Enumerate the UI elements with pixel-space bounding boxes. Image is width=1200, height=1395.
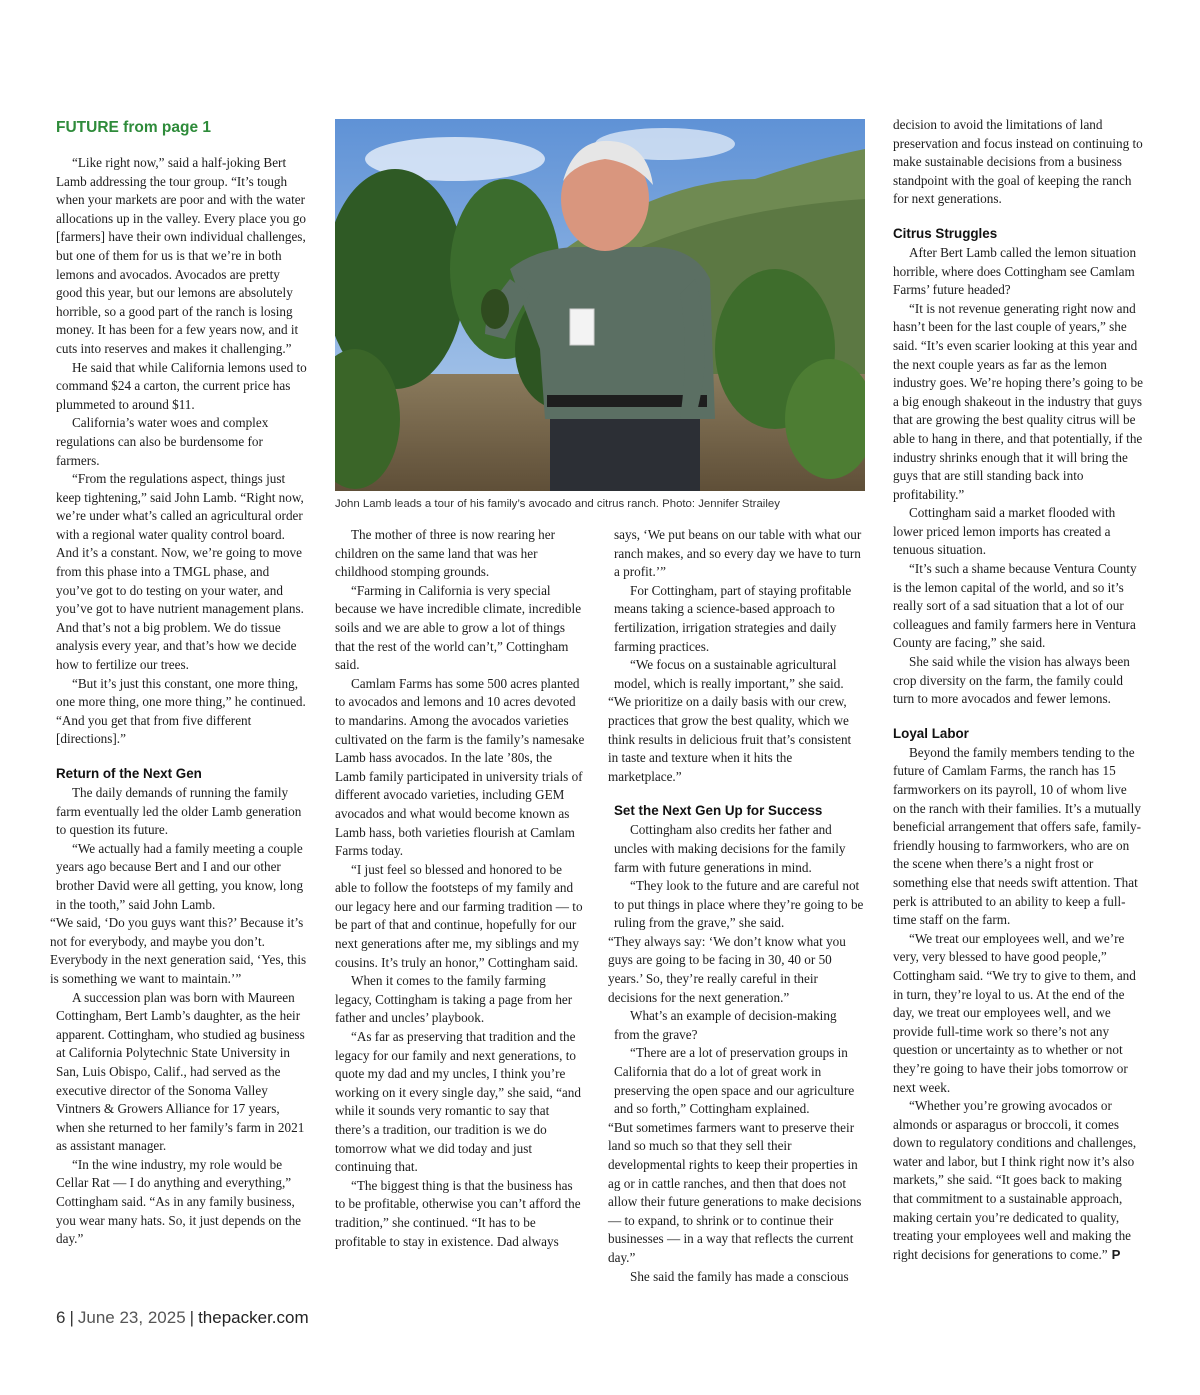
- paragraph: She said the family has made a conscious: [630, 1268, 849, 1284]
- paragraph: California’s water woes and complex regulations can also be burdensome for farmers.: [56, 415, 269, 468]
- photo-caption: John Lamb leads a tour of his family’s avocado and citrus ranch. Photo: Jennifer Strailey: [335, 498, 780, 510]
- paragraph: “It’s such a shame because Ventura County is the lemon capital of the world, and so it’s really sort of a sad situation that a lot of our colleagues and family farmers here in Ventura County are facing,” she said.: [893, 561, 1137, 651]
- paragraph: “We said, ‘Do you guys want this?’ Because it’s not for everybody, and maybe you don’t. Everybody in the next generation said, ‘Yes, this is something we want to maintain.’”: [50, 915, 307, 986]
- paragraph: “We focus on a sustainable agricultural model, which is really important,” she said.: [614, 657, 844, 691]
- article-column-2: [335, 526, 585, 1251]
- paragraph: “There are a lot of preservation groups in California that do a lot of great work in preserving the open space and our agriculture and so forth,” Cottingham explained.: [614, 1045, 855, 1117]
- paragraph: When it comes to the family farming legacy, Cottingham is taking a page from her father and uncles’ playbook.: [335, 973, 573, 1026]
- paragraph-text: “Whether you’re growing avocados or almonds or asparagus or broccoli, it comes down to regulatory conditions and challenges, water and labor, but I think right now it’s also markets,” she said. “It goes back to making that commitment to a sustainable approach, making certain you’re dedicated to quality, treating your employees well and making the right decisions for generations to come.”: [893, 1098, 1137, 1262]
- paragraph: After Bert Lamb called the lemon situation horrible, where does Cottingham see Camlam Farms’ future headed?: [893, 244, 1137, 298]
- article-photo: [335, 119, 865, 491]
- paragraph: She said while the vision has always been crop diversity on the farm, the family could turn to more avocados and fewer lemons.: [893, 654, 1130, 707]
- paragraph: What’s an example of decision-making from the grave?: [614, 1008, 837, 1042]
- paragraph: “But it’s just this constant, one more thing, one more thing, one more thing,” he continued. “And you get that from five different [directions].”: [56, 675, 306, 747]
- paragraph: decision to avoid the limitations of land preservation and focus instead on continuing to make sustainable decisions from a business standpoint with the goal of keeping the ranch for next generations.: [893, 117, 1143, 207]
- paragraph: “From the regulations aspect, things just keep tightening,” said John Lamb. “Right now, we’re under what’s called an agricultural order with a regional water quality control board. And it’s a constant. Now, we’re going to move from this phase into a TMGL phase, and you’ve got to do testing on your water, and you’ve got to have nutrient management plans. And that’s not a big problem. We do tissue analysis every year, and that’s how we decide how to fertilize our trees.: [56, 471, 304, 673]
- paragraph: [893, 1097, 1143, 1264]
- paragraph: “Farming in California is very special because we have incredible climate, incredible soils and we are able to grow a lot of things that the rest of the world can’t,” Cottingham said.: [335, 582, 582, 673]
- paragraph: Camlam Farms has some 500 acres planted to avocados and lemons and 10 acres devoted to mandarins. Among the avocados varieties cultivated on the farm is the family’s namesake Lamb hass avocados. In the late ’80s, the Lamb family participated in university trials of different avocado varieties, including GEM avocados and what would become known as Lamb hass, both varieties flourish at Camlam Farms today.: [335, 675, 585, 859]
- paragraph: “As far as preserving that tradition and the legacy for our family and next generations, to quote my dad and my uncles, I think you’re working on it every single day,” she said, “and while it sounds very romantic to say that there’s a tradition, our tradition is we do tomorrow what we did today and just continuing that.: [335, 1029, 581, 1175]
- paragraph: Cottingham also credits her father and uncles with making decisions for the family farm with future generations in mind.: [614, 822, 846, 875]
- section-subhead: Return of the Next Gen: [56, 766, 202, 781]
- ranch-photo-illustration: [335, 119, 865, 491]
- paragraph: “We treat our employees well, and we’re very, very blessed to have good people,” Cottingham said. “We try to give to them, and in turn, they’re loyal to us. At the end of the day, we treat our employees well, and we provide full-time work so there’s not any question or uncertainty as to whether or not they’re going to have their jobs tomorrow or next week.: [893, 930, 1136, 1095]
- paragraph: “They look to the future and are careful not to put things in place where they’re going to be ruling from the grave,” she said.: [614, 878, 864, 931]
- paragraph: Beyond the family members tending to the future of Camlam Farms, the ranch has 15 farmworkers on its payroll, 10 of whom live on the ranch with their families. It’s a mutually beneficial arrangement that offers safe, family-friendly housing to farmworkers, who are on the scene when there’s a night frost or something else that needs swift attention. That perk is attributed to an ability to keep a full-time staff on the farm.: [893, 744, 1141, 928]
- page-number: 6: [56, 1308, 66, 1327]
- paragraph: The mother of three is now rearing her children on the same land that was her childhood stomping grounds.: [335, 527, 555, 580]
- paragraph: “In the wine industry, my role would be Cellar Rat — I do anything and everything,” Cottingham said. “As in any family business, you wear many hats. So, it just depends on the day.”: [56, 1156, 302, 1247]
- paragraph: Cottingham said a market flooded with lower priced lemon imports has created a tenuous situation.: [893, 505, 1116, 558]
- paragraph: “The biggest thing is that the business has to be profitable, otherwise you can’t afford the tradition,” she continued. “It has to be profitable to stay in existence. Dad always: [335, 1177, 581, 1249]
- paragraph: “We prioritize on a daily basis with our crew, practices that grow the best quality, which we think results in delicious fruit that’s consistent in taste and texture when it hits the marketplace.”: [608, 694, 852, 784]
- paragraph: The daily demands of running the family farm eventually led the older Lamb generation to question its future.: [56, 785, 302, 838]
- section-subhead: Loyal Labor: [893, 725, 969, 741]
- website: thepacker.com: [198, 1308, 309, 1327]
- article-column-4: [893, 116, 1143, 1264]
- paragraph: “They always say: ‘We don’t know what you guys are going to be facing in 30, 40 or 50 years.’ So, they’re really careful in their decisions for the next generation.”: [608, 933, 846, 1005]
- paragraph: For Cottingham, part of staying profitable means taking a science-based approach to fertilization, irrigation strategies and daily farming practices.: [614, 582, 852, 654]
- continuation-kicker: FUTURE from page 1: [56, 119, 212, 136]
- paragraph: “I just feel so blessed and honored to be able to follow the footsteps of my family and our legacy here and our farming tradition — to be part of that and continue, hopefully for our next generations after me, my siblings and my cousins. It’s truly an honor,” Cottingham said.: [335, 861, 583, 970]
- paragraph: “Like right now,” said a half-joking Bert Lamb addressing the tour group. “It’s tough when your markets are poor and with the water allocations up in the valley. Every place you go [farmers] have their own individual challenges, but one of them for us is that we’re in both lemons and avocados. Avocados are pretty good this year, but our lemons are absolutely horrible, so a good part of the ranch is losing money. It has been for a few years now, and it cuts into reserves and makes it challenging.”: [56, 155, 306, 356]
- section-subhead: Set the Next Gen Up for Success: [614, 803, 823, 819]
- end-mark: P: [1111, 1246, 1121, 1262]
- paragraph: A succession plan was born with Maureen Cottingham, Bert Lamb’s daughter, as the heir apparent. Cottingham, who studied ag business at California Polytechnic State University in San, Luis Obispo, Calif., had served as the executive director of the Sonoma Valley Vintners & Growers Alliance for 17 years, when she returned to her family’s farm in 2021 as assistant manager.: [56, 989, 305, 1154]
- paragraph: “We actually had a family meeting a couple years ago because Bert and I and our other brother David were all getting, you know, long in the tooth,” said John Lamb.: [56, 840, 304, 912]
- section-subhead: Citrus Struggles: [893, 225, 998, 241]
- paragraph: “But sometimes farmers want to preserve their land so much so that they sell their developmental rights to keep their properties in ag or in cattle ranches, and then that does not allow their future generations to make decisions — to expand, to shrink or to continue their businesses — in a way that reflects the current day.”: [608, 1119, 862, 1265]
- issue-date: June 23, 2025: [77, 1308, 186, 1327]
- paragraph: “It is not revenue generating right now and hasn’t been for the last couple of years,” she said. “It’s even scarier looking at this year and the next couple years as far as the lemon industry goes. We’re hoping there’s going to be a big enough shakeout in the industry that guys that are growing the best quality citrus will be able to hang in there, and that potentially, if the industry shrinks enough that it will bring the guys that are still standing back into profitability.”: [893, 300, 1143, 502]
- article-column-3: [608, 526, 864, 1286]
- paragraph: says, ‘We put beans on our table with what our ranch makes, and so every day we have to turn a profit.’”: [614, 527, 862, 580]
- paragraph: He said that while California lemons used to command $24 a carton, the current price has plummeted to around $11.: [56, 359, 307, 412]
- page-footer: 6 | June 23, 2025 | thepacker.com: [56, 1308, 309, 1327]
- article-column-1: [50, 118, 308, 1249]
